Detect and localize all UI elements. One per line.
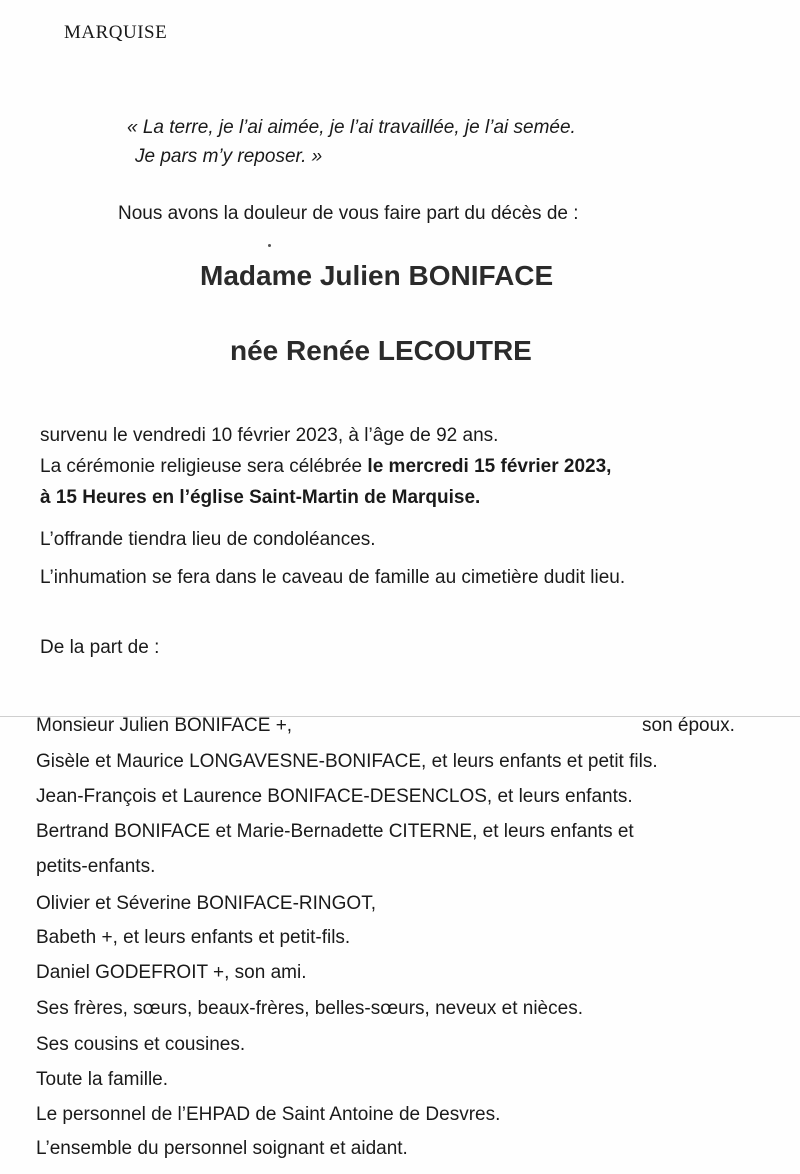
quote-line-2: Je pars m’y reposer. » xyxy=(135,146,323,167)
ceremony-line xyxy=(40,456,611,478)
ceremony-prefix: La cérémonie religieuse sera célébrée xyxy=(40,456,368,477)
family-line: Bertrand BONIFACE et Marie-Bernadette CITERNE, et leurs enfants et xyxy=(36,821,634,842)
deceased-maiden-name: née Renée LECOUTRE xyxy=(230,335,532,366)
family-line: Ses frères, sœurs, beaux-frères, belles-sœurs, neveux et nièces. xyxy=(36,998,583,1019)
family-line: Ses cousins et cousines. xyxy=(36,1034,246,1055)
town-header: MARQUISE xyxy=(64,22,168,43)
offering-note: L’offrande tiendra lieu de condoléances. xyxy=(40,529,376,550)
from-label: De la part de : xyxy=(40,637,160,658)
family-line: Babeth +, et leurs enfants et petit-fils. xyxy=(36,927,351,948)
family-line: Gisèle et Maurice LONGAVESNE-BONIFACE, et leurs enfants et petit fils. xyxy=(36,751,658,772)
ceremony-place: à 15 Heures en l’église Saint-Martin de Marquise. xyxy=(40,487,481,508)
death-details: survenu le vendredi 10 février 2023, à l’âge de 92 ans. xyxy=(40,425,499,446)
spouse-role: son époux. xyxy=(642,715,735,736)
family-line: Toute la famille. xyxy=(36,1069,169,1090)
family-line: L’ensemble du personnel soignant et aidant. xyxy=(36,1138,408,1159)
family-line: Olivier et Séverine BONIFACE-RINGOT, xyxy=(36,893,376,914)
family-line: petits-enfants. xyxy=(36,856,156,877)
family-line: Daniel GODEFROIT +, son ami. xyxy=(36,962,307,983)
announcement-intro: Nous avons la douleur de vous faire part du décès de : xyxy=(118,203,579,224)
spouse-name: Monsieur Julien BONIFACE +, xyxy=(36,715,293,736)
family-line: Le personnel de l’EHPAD de Saint Antoine de Desvres. xyxy=(36,1104,501,1125)
quote-line-1: « La terre, je l’ai aimée, je l’ai travaillée, je l’ai semée. xyxy=(127,117,576,138)
scan-speck xyxy=(268,244,271,247)
burial-note: L’inhumation se fera dans le caveau de famille au cimetière dudit lieu. xyxy=(40,567,626,588)
ceremony-date: le mercredi 15 février 2023, xyxy=(367,456,612,477)
family-line: Jean-François et Laurence BONIFACE-DESENCLOS, et leurs enfants. xyxy=(36,786,633,807)
deceased-name: Madame Julien BONIFACE xyxy=(200,260,554,291)
